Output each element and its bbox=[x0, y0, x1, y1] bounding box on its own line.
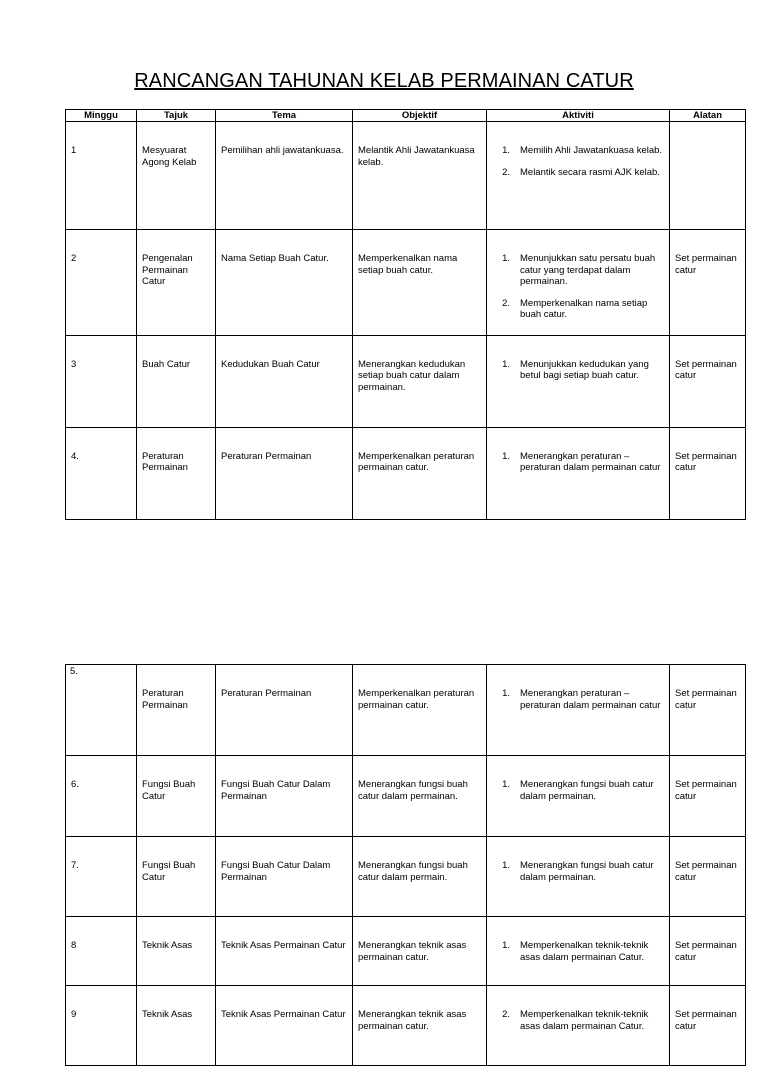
table-header-row bbox=[66, 110, 746, 122]
cell-objektif bbox=[353, 917, 487, 986]
cell-text: Set permainan catur bbox=[675, 860, 737, 883]
cell-alatan bbox=[670, 230, 746, 336]
header-minggu: Minggu bbox=[66, 110, 137, 122]
cell-aktiviti bbox=[487, 230, 670, 336]
cell-tajuk bbox=[137, 837, 216, 917]
cell-tema bbox=[216, 986, 353, 1066]
cell-tajuk bbox=[137, 986, 216, 1066]
cell-minggu bbox=[66, 756, 137, 837]
cell-aktiviti bbox=[487, 122, 670, 230]
cell-text: Nama Setiap Buah Catur. bbox=[221, 253, 329, 264]
cell-tema bbox=[216, 837, 353, 917]
cell-text: 5. bbox=[70, 666, 78, 677]
cell-text: Teknik Asas Permainan Catur bbox=[221, 940, 346, 951]
cell-text: 9 bbox=[71, 1009, 77, 1020]
cell-aktiviti bbox=[487, 986, 670, 1066]
cell-tajuk bbox=[137, 230, 216, 336]
cell-tema bbox=[216, 665, 353, 756]
list-number: 1. bbox=[502, 358, 510, 370]
cell-text: Mesyuarat Agong Kelab bbox=[142, 145, 197, 168]
header-aktiviti: Aktiviti bbox=[487, 110, 670, 122]
cell-text: Teknik Asas bbox=[142, 940, 193, 951]
cell-text: Menerangkan fungsi buah catur dalam permain. bbox=[358, 860, 468, 883]
cell-objektif bbox=[353, 837, 487, 917]
list-text: Menerangkan peraturan – peraturan dalam permainan catur bbox=[520, 688, 661, 711]
list-number: 1. bbox=[502, 450, 510, 462]
cell-tema bbox=[216, 122, 353, 230]
cell-objektif bbox=[353, 756, 487, 837]
cell-alatan bbox=[670, 427, 746, 519]
cell-objektif bbox=[353, 427, 487, 519]
cell-text: 7. bbox=[71, 860, 79, 871]
cell-aktiviti bbox=[487, 917, 670, 986]
aktiviti-list bbox=[492, 860, 665, 883]
cell-text: Buah Catur bbox=[142, 358, 191, 370]
cell-objektif bbox=[353, 665, 487, 756]
aktiviti-list bbox=[492, 688, 665, 711]
cell-text: Memperkenalkan peraturan permainan catur. bbox=[358, 450, 475, 473]
cell-alatan bbox=[670, 756, 746, 837]
aktiviti-list bbox=[492, 1009, 665, 1032]
cell-aktiviti bbox=[487, 335, 670, 427]
table-row bbox=[66, 986, 746, 1066]
cell-aktiviti bbox=[487, 837, 670, 917]
header-objektif: Objektif bbox=[353, 110, 487, 122]
list-text: Menerangkan fungsi buah catur dalam permainan. bbox=[520, 860, 654, 883]
list-item bbox=[492, 940, 665, 963]
list-item bbox=[492, 779, 665, 802]
cell-objektif bbox=[353, 230, 487, 336]
cell-text: Peraturan Permainan bbox=[221, 688, 312, 699]
cell-aktiviti bbox=[487, 665, 670, 756]
cell-minggu bbox=[66, 837, 137, 917]
list-number: 2. bbox=[502, 166, 510, 178]
plan-table-1 bbox=[65, 109, 746, 520]
list-item bbox=[492, 167, 665, 179]
list-item bbox=[492, 298, 665, 321]
cell-text: Teknik Asas bbox=[142, 1009, 193, 1020]
table-row bbox=[66, 427, 746, 519]
cell-text: Fungsi Buah Catur Dalam Permainan bbox=[221, 779, 331, 802]
cell-minggu bbox=[66, 986, 137, 1066]
plan-table-2 bbox=[65, 664, 746, 1066]
cell-alatan bbox=[670, 335, 746, 427]
list-item bbox=[492, 145, 665, 157]
cell-text: Memperkenalkan peraturan permainan catur. bbox=[358, 688, 475, 711]
table-row bbox=[66, 665, 746, 756]
table-row bbox=[66, 756, 746, 837]
cell-alatan bbox=[670, 665, 746, 756]
cell-minggu bbox=[66, 230, 137, 336]
list-item bbox=[492, 1009, 665, 1032]
list-text: Menerangkan peraturan – peraturan dalam permainan catur bbox=[520, 450, 661, 473]
list-number: 2. bbox=[502, 297, 510, 309]
cell-objektif bbox=[353, 335, 487, 427]
aktiviti-list bbox=[492, 253, 665, 321]
table-row bbox=[66, 335, 746, 427]
cell-objektif bbox=[353, 986, 487, 1066]
cell-minggu bbox=[66, 917, 137, 986]
header-alatan: Alatan bbox=[670, 110, 746, 122]
cell-text: Set permainan catur bbox=[675, 940, 737, 963]
cell-text: Peraturan Permainan bbox=[142, 450, 188, 473]
list-text: Memperkenalkan nama setiap buah catur. bbox=[520, 297, 648, 320]
cell-alatan bbox=[670, 917, 746, 986]
page-title: RANCANGAN TAHUNAN KELAB PERMAINAN CATUR bbox=[134, 70, 634, 92]
cell-text: 3 bbox=[71, 358, 77, 370]
cell-aktiviti bbox=[487, 427, 670, 519]
list-item bbox=[492, 688, 665, 711]
list-number: 1. bbox=[502, 145, 510, 156]
list-item bbox=[492, 359, 665, 382]
cell-tema bbox=[216, 427, 353, 519]
cell-text: 8 bbox=[71, 940, 77, 951]
cell-minggu bbox=[66, 665, 137, 756]
list-number: 1. bbox=[502, 253, 510, 264]
cell-text: Fungsi Buah Catur Dalam Permainan bbox=[221, 860, 331, 883]
cell-text bbox=[670, 122, 745, 149]
header-tajuk: Tajuk bbox=[137, 110, 216, 122]
cell-tema bbox=[216, 230, 353, 336]
cell-text: Menerangkan teknik asas permainan catur. bbox=[358, 1009, 467, 1032]
cell-text: Fungsi Buah Catur bbox=[142, 779, 196, 802]
cell-text: Set permainan catur bbox=[675, 688, 737, 711]
cell-alatan bbox=[670, 837, 746, 917]
cell-text: Set permainan catur bbox=[675, 358, 737, 381]
cell-tajuk bbox=[137, 335, 216, 427]
list-text: Melantik secara rasmi AJK kelab. bbox=[520, 166, 660, 178]
cell-text: Pemilihan ahli jawatankuasa. bbox=[221, 145, 344, 156]
list-number: 1. bbox=[502, 688, 510, 699]
cell-objektif bbox=[353, 122, 487, 230]
cell-text: Menerangkan fungsi buah catur dalam permainan. bbox=[358, 779, 468, 802]
list-text: Memperkenalkan teknik-teknik asas dalam permainan Catur. bbox=[520, 1009, 649, 1032]
list-item bbox=[492, 451, 665, 474]
cell-alatan bbox=[670, 122, 746, 230]
cell-minggu bbox=[66, 335, 137, 427]
list-number: 1. bbox=[502, 779, 510, 790]
cell-text: Teknik Asas Permainan Catur bbox=[221, 1009, 346, 1020]
cell-aktiviti bbox=[487, 756, 670, 837]
table-row bbox=[66, 230, 746, 336]
list-number: 2. bbox=[502, 1009, 510, 1020]
aktiviti-list bbox=[492, 359, 665, 382]
cell-text: 4. bbox=[71, 450, 79, 462]
cell-alatan bbox=[670, 986, 746, 1066]
cell-tajuk bbox=[137, 665, 216, 756]
cell-text: Pengenalan Permainan Catur bbox=[142, 253, 193, 287]
aktiviti-list bbox=[492, 779, 665, 802]
cell-text: Set permainan catur bbox=[675, 1009, 737, 1032]
list-item bbox=[492, 253, 665, 288]
cell-tema bbox=[216, 335, 353, 427]
cell-text: 1 bbox=[71, 145, 77, 156]
cell-tema bbox=[216, 756, 353, 837]
list-number: 1. bbox=[502, 940, 510, 951]
cell-text: Set permainan catur bbox=[675, 253, 737, 276]
cell-text: Set permainan catur bbox=[675, 450, 737, 473]
list-number: 1. bbox=[502, 860, 510, 871]
cell-text: Kedudukan Buah Catur bbox=[221, 358, 320, 370]
cell-minggu bbox=[66, 122, 137, 230]
cell-text: 6. bbox=[71, 779, 79, 790]
cell-text: Peraturan Permainan bbox=[142, 688, 188, 711]
cell-tema bbox=[216, 917, 353, 986]
cell-text: 2 bbox=[71, 253, 77, 264]
cell-tajuk bbox=[137, 122, 216, 230]
table-row bbox=[66, 837, 746, 917]
cell-minggu bbox=[66, 427, 137, 519]
table-row bbox=[66, 122, 746, 230]
cell-text: Melantik Ahli Jawatankuasa kelab. bbox=[358, 145, 475, 168]
cell-text: Menerangkan kedudukan setiap buah catur dalam permainan. bbox=[358, 358, 466, 393]
list-item bbox=[492, 860, 665, 883]
list-text: Menerangkan fungsi buah catur dalam permainan. bbox=[520, 779, 654, 802]
cell-text: Menerangkan teknik asas permainan catur. bbox=[358, 940, 467, 963]
list-text: Menunjukkan kedudukan yang betul bagi setiap buah catur. bbox=[520, 358, 649, 381]
aktiviti-list bbox=[492, 145, 665, 178]
cell-tajuk bbox=[137, 917, 216, 986]
cell-tajuk bbox=[137, 427, 216, 519]
list-text: Menunjukkan satu persatu buah catur yang terdapat dalam permainan. bbox=[520, 253, 656, 287]
list-text: Memperkenalkan teknik-teknik asas dalam permainan Catur. bbox=[520, 940, 649, 963]
list-text: Memilih Ahli Jawatankuasa kelab. bbox=[520, 145, 663, 156]
cell-text: Memperkenalkan nama setiap buah catur. bbox=[358, 253, 458, 276]
table-row bbox=[66, 917, 746, 986]
cell-text: Peraturan Permainan bbox=[221, 450, 312, 462]
header-tema: Tema bbox=[216, 110, 353, 122]
cell-text: Set permainan catur bbox=[675, 779, 737, 802]
aktiviti-list bbox=[492, 451, 665, 474]
aktiviti-list bbox=[492, 940, 665, 963]
cell-text: Fungsi Buah Catur bbox=[142, 860, 196, 883]
cell-tajuk bbox=[137, 756, 216, 837]
